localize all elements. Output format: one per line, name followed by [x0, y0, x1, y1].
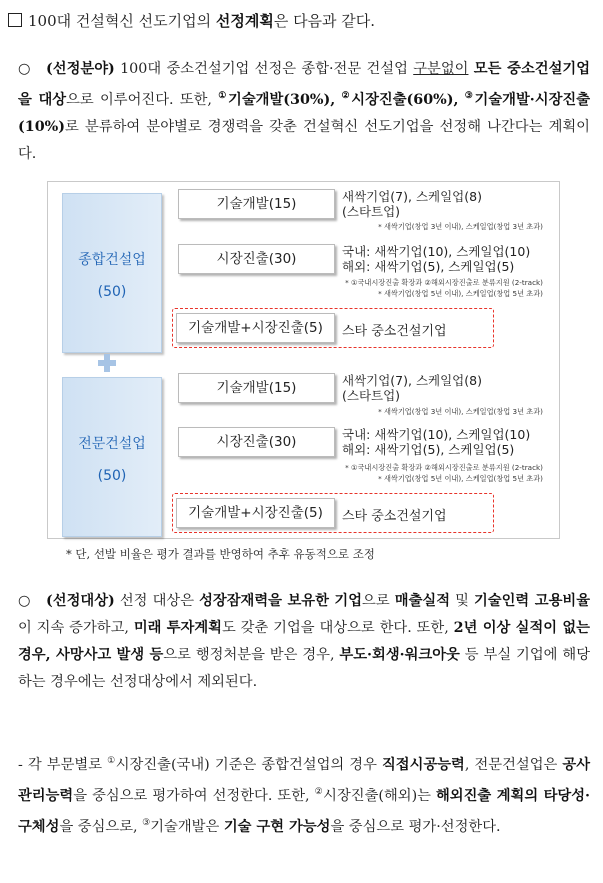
category-tech-dev: 기술개발(15): [178, 373, 335, 403]
p3-bold: 직접시공능력: [381, 757, 465, 773]
p3-bold: 기술 구현 가능성: [223, 819, 331, 835]
p2-text: 이 지속 증가하고,: [18, 620, 134, 636]
paragraph-selection-field: [18, 56, 590, 168]
desc-line: 해외: 새싹기업(5), 스케일업(5): [342, 442, 515, 457]
p3-text: , 전문건설업은: [464, 757, 563, 773]
heading-bold: 선정계획: [215, 12, 274, 30]
circled-1-marker: ①: [218, 91, 229, 101]
p3-text: 시장진출(국내) 기준은 종합건설업의 경우: [115, 757, 382, 773]
label-selection-target: (선정대상): [46, 593, 115, 609]
desc-line: 해외: 새싹기업(5), 스케일업(5): [342, 259, 515, 274]
category-market-entry: 시장진출(30): [178, 427, 335, 457]
p3-text: 기술개발은: [150, 819, 224, 835]
p2-text: 으로 행정처분을 받은 경우,: [163, 647, 340, 663]
p2-bold: 매출실적: [394, 593, 451, 609]
group-general-construction: [62, 193, 162, 353]
p2-bold: 성장잠재력을 보유한 기업: [199, 593, 363, 609]
paragraph-selection-target: [18, 588, 590, 696]
market-entry-desc: [342, 427, 530, 457]
market-entry-desc: [342, 244, 530, 274]
p2-text: 선정 대상은: [114, 593, 200, 609]
p1-text4: 로 분류하여 분야별로 경쟁력을 갖춘 건설혁신 선도기업을 선정해 나간다는 계획이다.: [18, 119, 590, 162]
tech-dev-note: * 새싹기업(창업 3년 이내), 스케일업(창업 3년 초과): [378, 407, 543, 416]
paragraph-criteria: [18, 748, 590, 841]
p2-bold: 기술인력 고용비율: [474, 593, 591, 609]
bullet-circle-icon: ○: [18, 593, 31, 609]
desc-line: 국내: 새싹기업(10), 스케일업(10): [342, 244, 531, 259]
heading-text-end: 은 다음과 같다.: [273, 12, 376, 30]
dash-marker: -: [18, 757, 23, 773]
star-company-label: 스타 중소건설기업: [342, 509, 447, 524]
p3-text: 을 중심으로 평가하여 선정한다. 또한,: [73, 788, 315, 804]
category-market-entry: 시장진출(30): [178, 244, 335, 274]
group-specialty-construction: [62, 377, 162, 537]
desc-line: 새싹기업(7), 스케일업(8): [342, 373, 482, 388]
checkbox-square-icon: [8, 13, 22, 27]
p3-text: 시장진출(해외)는: [323, 788, 436, 804]
circled-2-marker: ②: [314, 787, 324, 797]
plus-icon: [98, 354, 116, 372]
p2-text: 도 갖춘 기업을 대상으로 한다. 또한,: [222, 620, 454, 636]
p1-bold1: 모든 중소건설기업을 대상: [18, 61, 591, 108]
group-name: 전문건설업: [78, 436, 146, 452]
group-count: (50): [97, 468, 127, 484]
p1-market-ratio: 시장진출(60%),: [351, 92, 459, 108]
desc-line: (스타트업): [342, 388, 401, 403]
market-entry-note: * 새싹기업(창업 5년 이내), 스케일업(창업 5년 초과): [378, 474, 543, 483]
market-entry-note: * ①국내시장진출 확장과 ②해외시장진출로 분류지원 (2-track): [345, 463, 543, 472]
label-selection-field: (선정분야): [46, 61, 115, 77]
desc-line: 새싹기업(7), 스케일업(8): [342, 189, 482, 204]
p1-text1: 100대 중소건설기업 선정은 종합·전문 건설업: [114, 61, 414, 77]
circled-1-marker: ①: [107, 756, 116, 766]
group-count: (50): [97, 284, 127, 300]
bullet-circle-icon: ○: [18, 61, 31, 77]
p2-text: 으로: [362, 593, 395, 609]
p3-bold: 공사관리능력: [18, 757, 591, 804]
p3-text: 각 부문별로: [22, 757, 108, 773]
category-both: 기술개발+시장진출(5): [176, 313, 335, 343]
tech-dev-desc: [342, 189, 482, 219]
category-both: 기술개발+시장진출(5): [176, 498, 335, 528]
p3-text: 을 중심으로 평가·선정한다.: [330, 819, 501, 835]
p2-bold: 부도·회생·워크아웃: [339, 647, 460, 663]
p3-bold: 해외진출 계획의 타당성·구체성: [18, 788, 590, 835]
p2-bold: 2년 이상 실적이 없는 경우, 사망사고 발생 등: [18, 620, 590, 663]
category-tech-dev: 기술개발(15): [178, 189, 335, 219]
p1-text3: 으로 이루어진다. 또한,: [66, 92, 219, 108]
market-entry-note: * 새싹기업(창업 5년 이내), 스케일업(창업 5년 초과): [378, 289, 543, 298]
p1-both-ratio: 기술개발·시장진출(10%): [18, 92, 591, 135]
market-entry-note: * ①국내시장진출 확장과 ②해외시장진출로 분류지원 (2-track): [345, 278, 543, 287]
p2-text: 및: [450, 593, 474, 609]
heading-text: 100대 건설혁신 선도기업의: [28, 12, 216, 30]
circled-3-marker: ③: [142, 818, 151, 828]
p1-tech-dev-ratio: 기술개발(30%),: [228, 92, 336, 108]
group-name: 종합건설업: [78, 252, 146, 268]
desc-line: (스타트업): [342, 204, 401, 219]
diagram-footnote: * 단, 선발 비율은 평가 결과를 반영하여 추후 유동적으로 조정: [66, 547, 375, 561]
p1-underlined: 구분없이: [413, 61, 469, 77]
circled-2-marker: ②: [341, 91, 352, 101]
tech-dev-note: * 새싹기업(창업 3년 이내), 스케일업(창업 3년 초과): [378, 222, 543, 231]
circled-3-marker: ③: [464, 91, 475, 101]
p3-text: 을 중심으로,: [59, 819, 143, 835]
section-heading: [8, 10, 375, 31]
selection-diagram: [47, 181, 560, 539]
p2-bold: 미래 투자계획: [133, 620, 222, 636]
star-company-label: 스타 중소건설기업: [342, 324, 447, 339]
desc-line: 국내: 새싹기업(10), 스케일업(10): [342, 427, 531, 442]
p2-text: 등 부실 기업에 해당하는 경우에는 선정대상에서 제외된다.: [18, 647, 590, 690]
tech-dev-desc: [342, 373, 482, 403]
